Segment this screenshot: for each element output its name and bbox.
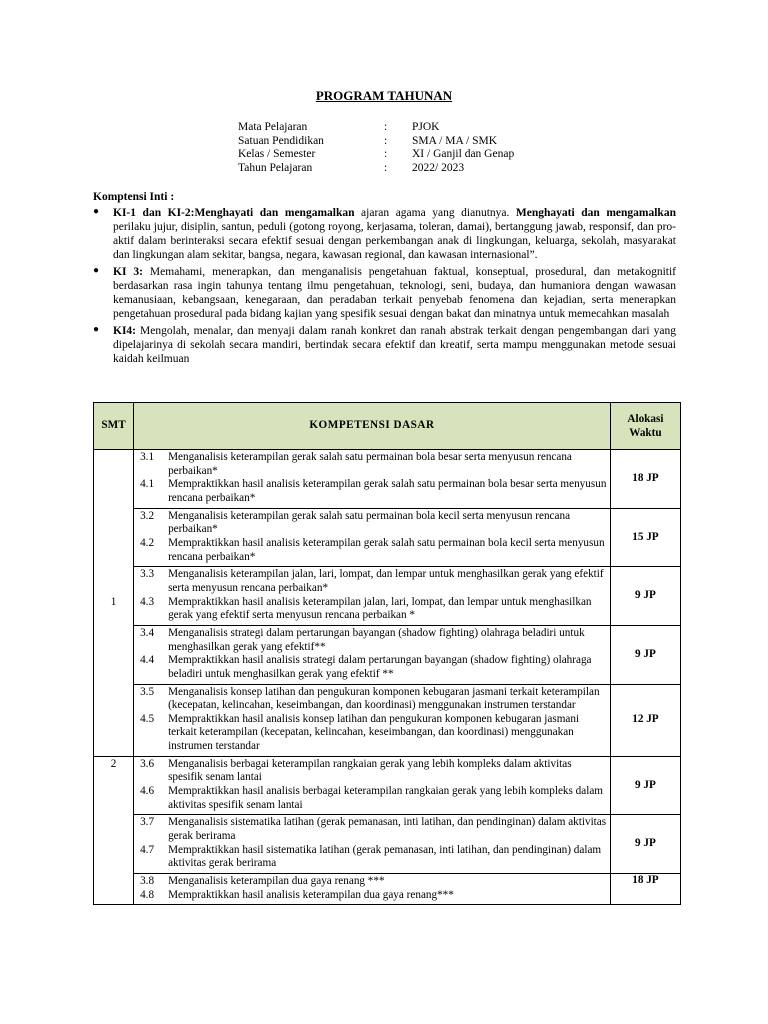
page-title: PROGRAM TAHUNAN: [315, 88, 453, 103]
kompetensi-dasar-cell: [134, 508, 611, 567]
header-smt: SMT: [94, 403, 134, 450]
meta-value: PJOK: [412, 121, 440, 133]
kd-text: Mempraktikkan hasil analisis keterampilan gerak salah satu permainan bola kecil serta menyusun rencana perbaikan*: [168, 536, 605, 563]
kd-text: Mempraktikkan hasil analisis strategi dalam pertarungan bayangan (shadow fighting) olahraga beladiri untuk menghasilkan gerak yang efektif **: [168, 654, 592, 680]
ki-item: [93, 206, 676, 262]
kd-item: [140, 713, 608, 754]
alokasi-waktu-cell: 9 JP: [610, 815, 680, 874]
ki-text: Mengolah, menalar, dan menyaji dalam ranah konkret dan ranah abstrak terkait dengan pengembangan dari yang dipelajarinya di sekolah secara mandiri, bertindak secara efektif dan kreatif, serta mampu menggunakan metode sesuai kaidah keilmuan: [113, 325, 676, 366]
kd-item: [140, 451, 608, 478]
kompetensi-dasar-cell: [134, 815, 611, 874]
kd-text: Mempraktikkan hasil sistematika latihan (gerak pemanasan, inti latihan, dan pendinginan) dalam aktivitas gerak berirama: [168, 843, 602, 870]
ki-bold-text: KI-1 dan KI-2:Menghayati dan mengamalkan: [113, 207, 355, 220]
header-alokasi-line1: Alokasi: [627, 413, 664, 425]
ki-item: [93, 265, 676, 321]
ki-item: [93, 324, 676, 366]
kd-number: 4.3: [140, 595, 155, 608]
meta-value: SMA / MA / SMK: [412, 134, 498, 147]
kd-text: Menganalisis keterampilan dua gaya renang ***: [168, 875, 385, 888]
ki-bold-text: KI 3:: [113, 266, 143, 279]
alokasi-waktu-cell: 9 JP: [610, 567, 680, 626]
table-row: [94, 684, 681, 756]
kompetensi-dasar-cell: [134, 567, 611, 626]
table-row: [94, 567, 681, 626]
kompetensi-dasar-cell: [134, 874, 611, 905]
alokasi-waktu-cell: 9 JP: [610, 625, 680, 684]
kompetensi-dasar-cell: [134, 450, 611, 509]
table-row: [94, 815, 681, 874]
table-row: [94, 450, 681, 509]
kd-number: 3.8: [140, 875, 155, 888]
meta-colon: :: [384, 134, 388, 147]
ki-text: Memahami, menerapkan, dan menganalisis pengetahuan faktual, konseptual, prosedural, dan metakognitif berdasarkan rasa ingin tahunya tentang ilmu pengetahuan, teknologi, seni, budaya, dan humaniora dengan wawasan kemanusiaan, kebangsaan, kenegaraan, dan peradaban terkait penyebab fenomena dan kejadian, serta menerapkan pengetahuan prosedural pada bidang kajian yang spesifik sesuai dengan bakat dan minatnya untuk memecahkan masalah: [113, 266, 676, 321]
semester-cell: 1: [94, 450, 134, 757]
kd-item: [140, 875, 608, 889]
header-alokasi-line2: Waktu: [629, 427, 662, 439]
ki-heading: Komptensi Inti :: [93, 191, 175, 203]
table-row: [94, 756, 681, 815]
kd-text: Menganalisis strategi dalam pertarungan bayangan (shadow fighting) olahraga beladiri untuk menghasilkan gerak yang efektif**: [168, 626, 585, 653]
meta-colon: :: [384, 161, 388, 174]
kd-text: Menganalisis sistematika latihan (gerak pemanasan, inti latihan, dan pendinginan) dalam aktivitas gerak berirama: [168, 816, 607, 843]
kd-text: Menganalisis berbagai keterampilan rangkaian gerak yang lebih kompleks dalam aktivitas spesifik senam lantai: [168, 757, 572, 784]
kd-item: [140, 844, 608, 871]
kompetensi-dasar-cell: [134, 625, 611, 684]
kd-number: 4.6: [140, 785, 155, 798]
kd-number: 3.6: [140, 757, 155, 770]
alokasi-waktu-cell: 18 JP: [610, 450, 680, 509]
meta-value: 2022/ 2023: [412, 161, 465, 174]
kd-item: [140, 785, 608, 812]
meta-label: Satuan Pendidikan: [238, 134, 324, 147]
kd-item: [140, 537, 608, 564]
kd-number: 3.1: [140, 451, 155, 463]
kd-number: 3.7: [140, 816, 155, 829]
kd-number: 4.1: [140, 478, 155, 491]
kd-number: 4.4: [140, 654, 155, 667]
meta-label: Mata Pelajaran: [238, 121, 308, 133]
kd-text: Mempraktikkan hasil analisis berbagai keterampilan rangkaian gerak yang lebih kompleks dalam aktivitas spesifik senam lantai: [168, 785, 603, 811]
meta-row-kelas-semester: [238, 147, 612, 161]
kd-item: [140, 654, 608, 681]
alokasi-waktu-cell: 9 JP: [610, 756, 680, 815]
kd-number: 3.3: [140, 568, 155, 581]
kd-number: 3.2: [140, 509, 155, 522]
kd-item: [140, 686, 608, 713]
kd-text: Menganalisis keterampilan jalan, lari, lompat, dan lempar untuk menghasilkan gerak yang efektif serta menyusun rencana perbaikan*: [168, 568, 604, 594]
kd-number: 4.8: [140, 888, 155, 901]
table-row: [94, 508, 681, 567]
kd-text: Menganalisis keterampilan gerak salah satu permainan bola besar serta menyusun rencana perbaikan*: [168, 451, 572, 477]
table-row: [94, 625, 681, 684]
alokasi-waktu-cell: 12 JP: [610, 684, 680, 756]
kd-item: [140, 889, 608, 903]
kd-text: Mempraktikkan hasil analisis keterampilan dua gaya renang***: [168, 888, 454, 901]
table-body: [94, 450, 681, 905]
meta-colon: :: [384, 148, 388, 160]
semester-cell: 2: [94, 756, 134, 905]
kd-text: Mempraktikkan hasil analisis konsep latihan dan pengukuran komponen kebugaran jasmani terkait keterampilan (kecepatan, kelincahan, keseimbangan, dan koordinasi) menggunakan instrumen terstandar: [168, 712, 580, 753]
meta-row-tahun-pelajaran: [238, 161, 612, 175]
meta-label: Tahun Pelajaran: [238, 161, 313, 174]
kd-item: [140, 478, 608, 505]
meta-row-mata-pelajaran: [238, 120, 612, 134]
kd-text: Mempraktikkan hasil analisis keterampilan gerak salah satu permainan bola besar serta menyusun rencana perbaikan*: [168, 478, 607, 504]
kd-item: [140, 816, 608, 843]
kd-item: [140, 596, 608, 623]
meta-colon: :: [384, 121, 388, 133]
table-header-row: [94, 403, 681, 450]
ki-text: perilaku jujur, disiplin, santun, peduli (gotong royong, kerjasama, toleran, damai), bertanggung jawab, responsif, dan pro-aktif dalam berinteraksi secara efektif sesuai dengan perkembangan anak di lingkungan, keluarga, sekolah, masyarakat dan lingkungan alam sekitar, bangsa, negara, kawasan regional, dan kawasan internasional”.: [113, 221, 676, 262]
table-row: [94, 874, 681, 905]
ki-text: ajaran agama yang dianutnya.: [354, 207, 516, 220]
meta-label: Kelas / Semester: [238, 148, 316, 160]
kd-number: 4.2: [140, 536, 155, 549]
ki-bold-text: KI4:: [113, 325, 136, 338]
kd-item: [140, 510, 608, 537]
bullet-icon: ●: [93, 206, 100, 218]
kd-text: Menganalisis keterampilan gerak salah satu permainan bola kecil serta menyusun rencana perbaikan*: [168, 509, 571, 536]
kompetensi-dasar-table: [93, 402, 681, 905]
kd-number: 4.5: [140, 712, 155, 725]
kd-number: 3.5: [140, 685, 155, 698]
kd-item: [140, 758, 608, 785]
document-meta: [238, 120, 612, 174]
alokasi-waktu-cell: 18 JP: [610, 874, 680, 905]
ki-bold-text: Menghayati dan mengamalkan: [515, 207, 676, 220]
bullet-icon: ●: [93, 324, 100, 336]
kd-text: Menganalisis konsep latihan dan pengukuran komponen kebugaran jasmani terkait keterampilan (kecepatan, kelincahan, keseimbangan, dan koordinasi) menggunakan instrumen terstandar: [168, 685, 600, 712]
kompetensi-dasar-cell: [134, 684, 611, 756]
header-kompetensi-dasar: KOMPETENSI DASAR: [134, 403, 611, 450]
kd-number: 3.4: [140, 626, 155, 639]
kompetensi-inti-section: [93, 190, 676, 369]
meta-row-satuan-pendidikan: [238, 134, 612, 148]
kd-item: [140, 568, 608, 595]
kd-number: 4.7: [140, 843, 155, 856]
bullet-icon: ●: [93, 265, 100, 277]
kd-text: Mempraktikkan hasil analisis keterampilan jalan, lari, lompat, dan lempar untuk menghasilkan gerak yang efektif serta menyusun rencana perbaikan *: [168, 595, 592, 622]
meta-value: XI / Ganjil dan Genap: [412, 148, 515, 160]
kompetensi-dasar-cell: [134, 756, 611, 815]
alokasi-waktu-cell: 15 JP: [610, 508, 680, 567]
kd-item: [140, 627, 608, 654]
header-alokasi-waktu: [610, 403, 680, 450]
